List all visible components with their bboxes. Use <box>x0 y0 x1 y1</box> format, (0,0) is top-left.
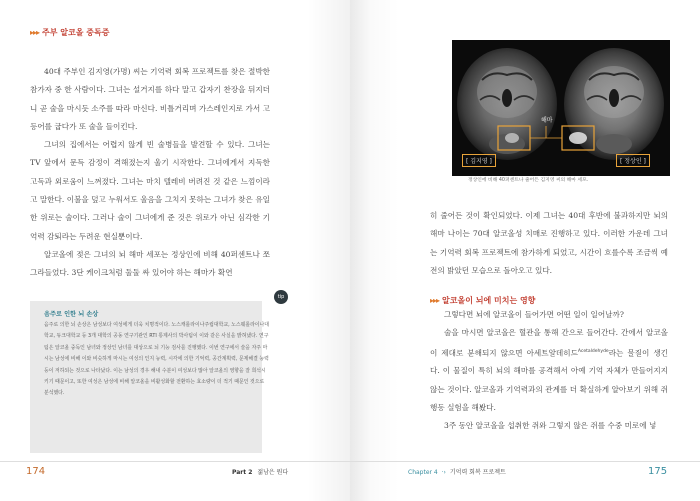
figure-caption: 정상인에 비해 40퍼센트나 줄어든 김지영 씨의 해마 세포. <box>468 178 589 183</box>
section-heading-left <box>30 27 109 38</box>
footer-divider <box>350 461 700 462</box>
brain-scan-figure <box>452 40 670 176</box>
paragraph-part: 술을 마시면 알코올은 혈관을 통해 간으로 들어간다. 간에서 알코올이 제대로 분해되지 않으면 아세트알데히드 <box>430 328 668 358</box>
chevron-right-icon: ·› <box>441 469 446 476</box>
tip-body <box>44 320 270 400</box>
chapter-label: Chapter 4 <box>408 469 438 476</box>
running-footer-right <box>408 467 506 476</box>
tip-badge: tip <box>274 290 288 304</box>
tip-title: 음주로 인한 뇌 손상 <box>44 311 99 318</box>
paragraph: 그녀의 집에서는 어렵지 않게 빈 술병들을 발견할 수 있다. 그녀는 TV 앞에서 문득 감정이 격해졌는지 울기 시작한다. 그녀에게서 지독한 고독과 외로움이 느껴졌다. 그녀는 마치 텔레비 버려진 것 같은 느낌이라고 말한다. 이불을 덮고 누워서도 울음을 그치지 못하는 그녀가 찾은 유일한 위로는 술이다. 그러나 술이 그녀에게 준 것은 위로가 아닌 심각한 기억력 감퇴라는 두려운 현실뿐이다. <box>30 140 270 241</box>
section-heading-text: 알코올이 뇌에 미치는 영향 <box>442 296 536 305</box>
left-body <box>30 63 270 283</box>
paragraph-part: 라는 물질이 생긴다. 이 물질이 특히 뇌의 해마를 공격해서 아예 기억 자체가 만들어지지 않는 것이다. 알코올과 기억력과의 관계를 더 확실하게 알아보기 위해 쥐 행동 실험을 해봤다. <box>430 348 668 413</box>
page-number-right: 175 <box>648 466 668 477</box>
page-number-left: 174 <box>26 466 46 477</box>
section-heading-text: 주부 알코올 중독증 <box>42 28 110 37</box>
paragraph: 그렇다면 뇌에 알코올이 들어가면 어떤 일이 일어날까? <box>444 310 624 319</box>
superscript-term: Acetaldehyde <box>577 348 609 354</box>
footer-divider <box>0 461 350 462</box>
tip-text: 음주로 의한 뇌 손상은 남성보다 여성에게 더욱 치명적이다. 노스캐롤라이나주립대학교, 노스웨롤라이나대학교, 듀크대학교 등 3개 대학의 공동 연구기관인 RTI 통제사의 박사팀이 이와 같은 사실을 밝혀냈다. 연구팀은 알코올 중독인 남녀와 정상인 남녀를 대상으로 뇌 기능 검사를 진행했다. 이번 연구에서 술을 자주 마시는 남성에 비해 이와 비슷하게 마시는 여성의 인지 능력, 시각에 의한 기억력, 공간계획력, 문제해결 능력 등이 저하되는 것으로 나타났다. 이는 남성의 경우 해내 수분이 여성보다 많아 알코올의 영향을 잘 희석시키기 때문이고, 또한 여성은 남성에 비해 알코올을 비활성화할 전환하는 효소량이 더 적기 때문인 것으로 분석했다. <box>44 322 269 397</box>
scan-label-left: [ 김지영 ] <box>462 154 496 167</box>
part-title: 젊남은 뭔다 <box>257 469 289 476</box>
triple-arrow-icon: ▸▸▸ <box>30 28 40 37</box>
right-body <box>430 306 668 436</box>
paragraph: 3주 동안 알코올을 섭취한 쥐와 그렇지 않은 쥐를 수중 미로에 넣 <box>444 421 657 431</box>
region-label: 해마 <box>541 117 553 124</box>
paragraph: 알코올에 젖은 그녀의 뇌 해마 세포는 정상인에 비해 40퍼센트나 쪼그라들었다. 3단 케이크처럼 둘둘 싸 있어야 하는 해마가 확연 <box>30 249 270 278</box>
section-heading-right <box>430 295 535 306</box>
paragraph: 40대 주부인 김지영(가명) 씨는 기억력 회복 프로젝트를 찾은 절박한 참가자 중 한 사람이다. 그녀는 설거지를 하다 말고 갑자기 찬장을 뒤지더니 곧 술을 마시듯 소주를 따라 마신다. 비틀거리며 가스레인지로 가서 고등어를 굽다가 또 술을 들이킨다. <box>30 67 270 131</box>
triple-arrow-icon: ▸▸▸ <box>430 296 440 305</box>
part-label: Part 2 <box>232 469 253 476</box>
scan-label-right: [ 정상인 ] <box>616 154 650 167</box>
paragraph: 히 줄어든 것이 확인되었다. 이제 그녀는 40대 후반에 불과하지만 뇌의 해마 나이는 70대 알코올성 치매로 진행하고 있다. 이러한 가운데 그녀는 기억력 회복 프로젝트에 참가하게 되었고, 시간이 흐를수록 조금씩 예전의 밝았던 모습으로 돌아오고 있다. <box>430 211 668 275</box>
right-body-top <box>430 207 668 280</box>
chapter-title: 기억력 회복 프로젝트 <box>449 469 506 476</box>
running-footer-left <box>232 467 288 476</box>
paragraph <box>430 324 668 417</box>
